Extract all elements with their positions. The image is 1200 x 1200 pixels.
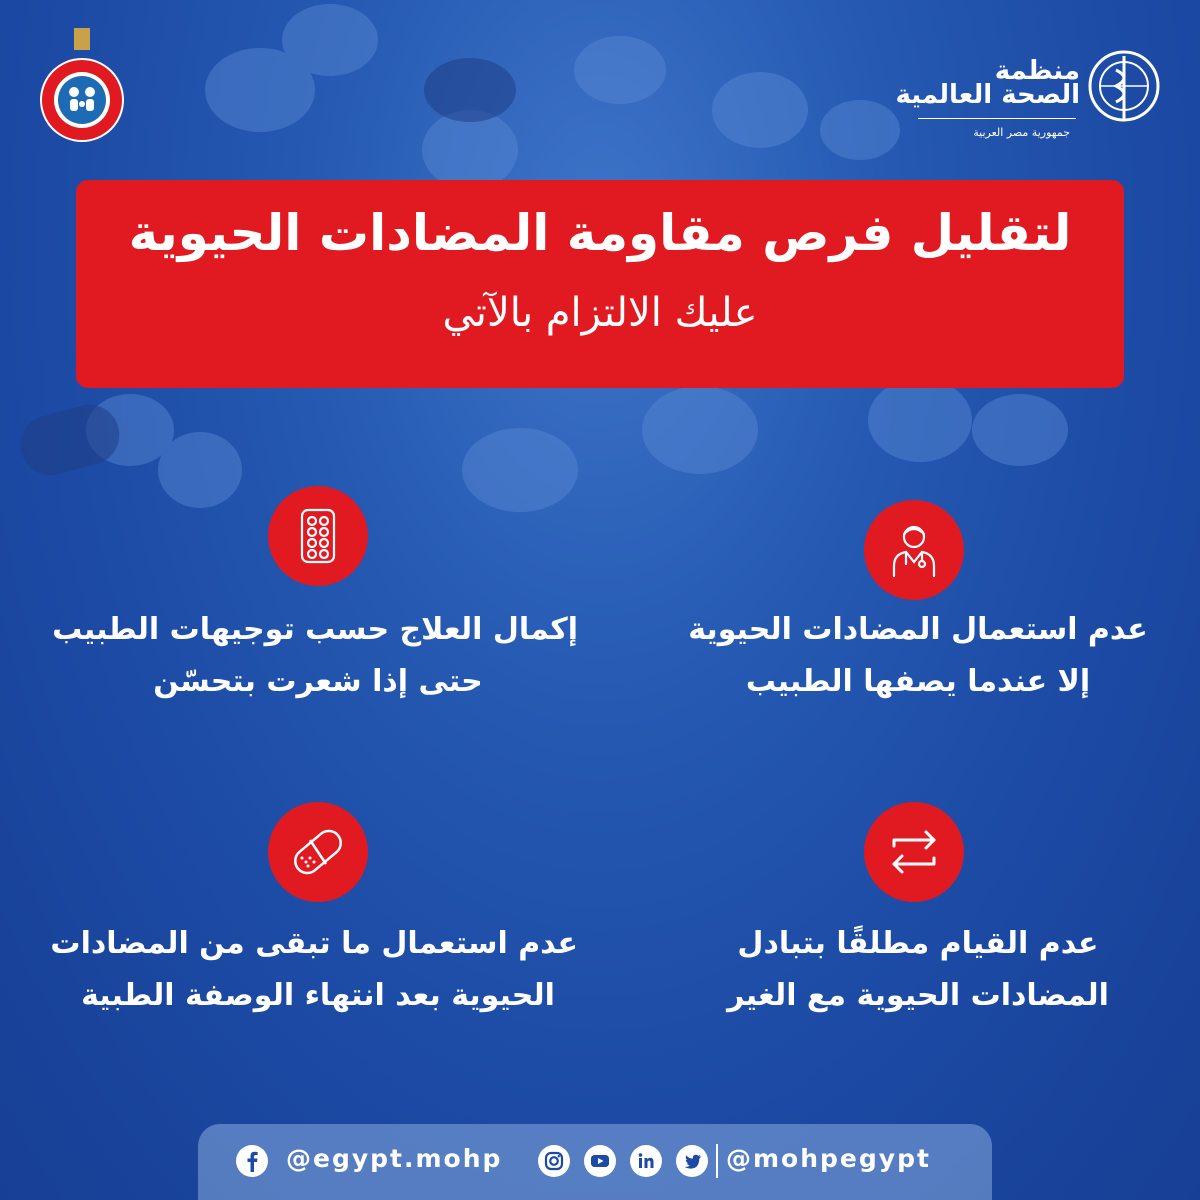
youtube-icon[interactable]	[584, 1145, 616, 1177]
who-divider	[918, 118, 1076, 119]
tip-line: إكمال العلاج حسب توجيهات الطبيب	[52, 612, 578, 647]
twitter-icon[interactable]	[676, 1145, 708, 1177]
banner-title: لتقليل فرص مقاومة المضادات الحيوية	[128, 204, 1072, 262]
tip-line: حتى إذا شعرت بتحسّن	[153, 664, 483, 699]
tip-line: عدم استعمال المضادات الحيوية	[688, 612, 1148, 647]
tip-complete-treatment	[52, 604, 578, 708]
ministry-of-health-logo	[38, 28, 126, 148]
banner-subtitle: عليك الالتزام بالآتي	[442, 290, 758, 336]
capsule-icon	[268, 802, 368, 902]
facebook-icon[interactable]	[236, 1145, 268, 1177]
tip-no-sharing	[658, 918, 1178, 1022]
facebook-handle[interactable]: @egypt.mohp	[286, 1144, 503, 1173]
tip-line: عدم استعمال ما تبقى من المضادات	[50, 926, 578, 961]
exchange-arrows-icon	[864, 802, 964, 902]
headline-banner	[76, 180, 1124, 388]
who-country: جمهورية مصر العربية	[973, 126, 1070, 139]
instagram-icon[interactable]	[538, 1145, 570, 1177]
social-footer	[198, 1124, 992, 1200]
tip-prescription-only	[658, 604, 1178, 708]
pill-blister-icon	[268, 486, 368, 586]
doctor-icon	[864, 500, 964, 600]
who-name-line2: الصحة العالمية	[895, 80, 1080, 110]
who-name-line1: منظمة	[994, 56, 1080, 86]
tip-line: عدم القيام مطلقًا بتبادل	[737, 926, 1099, 961]
linkedin-icon[interactable]	[630, 1145, 662, 1177]
who-emblem-icon	[1086, 48, 1162, 128]
social-handle[interactable]: @mohpegypt	[726, 1144, 931, 1173]
tip-no-leftovers	[50, 918, 578, 1022]
footer-divider	[716, 1144, 718, 1178]
tip-line: إلا عندما يصفها الطبيب	[745, 664, 1091, 699]
tip-line: الحيوية بعد انتهاء الوصفة الطبية	[81, 978, 555, 1013]
tip-line: المضادات الحيوية مع الغير	[727, 978, 1109, 1013]
